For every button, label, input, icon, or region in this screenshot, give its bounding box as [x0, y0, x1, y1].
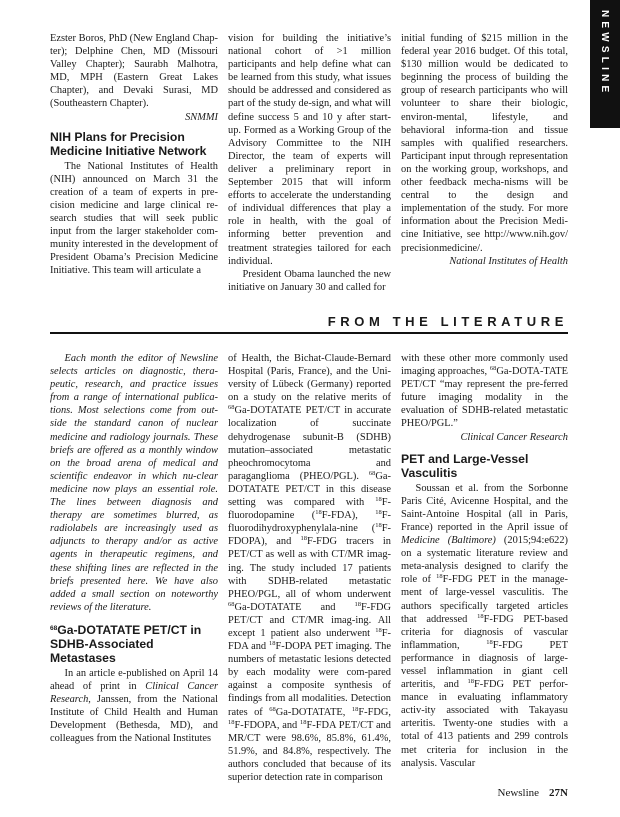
page-number: 27N [549, 787, 568, 799]
snmmi-signature: SNMMI [185, 111, 218, 123]
section-tab-label: NEWSLINE [599, 10, 610, 97]
isotope-sup: 18 [375, 509, 382, 517]
section-divider [50, 332, 568, 334]
text-run: F-fluorodopamine ( [228, 497, 391, 522]
isotope-sup: 18 [300, 718, 307, 726]
text-run: F-FDG PET/CT and CT/MR imag-ing. All except 1 patient also underwent [228, 601, 391, 639]
bottom-column-1 [50, 352, 218, 745]
isotope-sup: 18 [228, 718, 235, 726]
isotope-sup: 18 [375, 626, 382, 634]
isotope-sup: 18 [315, 509, 322, 517]
isotope-sup: 18 [375, 496, 382, 504]
text-run: Ga-DOTATATE and [234, 601, 355, 613]
text-run: , Janssen, from the National Institute of Child Health and Human Development (Bethesda, MD), and colleagues from the National Institutes [50, 694, 218, 745]
isotope-sup: 18 [351, 705, 359, 713]
nih-article-paragraph-3: initial funding of $215 million in the federal year 2016 budget. Of this total, $130 million would be dedicated to beginning the process of building the group of research participants who will volunteer to share their biologic, environ-mental, lifestyle, and behavioral informa-tion and tissue samples with qualified researchers. Participant input through representation on the working group, workshops, and other feedback mecha-nisms will be central to the design and implementation of the study. For more information about the Precision Medi-cine Initiative, see http://www.nih.gov/ precisionmedicine/. [401, 33, 568, 254]
text-run: Ga-DOTATATE PET/CT in this disease setting was compared with [228, 470, 391, 509]
isotope-sup: 68 [489, 365, 497, 373]
text-run: Ga-DOTATATE PET/CT in accurate localization of succinate dehydrogenase subunit-B (SDHB) mutation–associated metastatic pheochromocytoma and paraganglioma (PHEO/PGL). [228, 405, 391, 482]
text-run: Soussan et al. from the Sorbonne Paris Cité, Avicenne Hospital, and the Saint-Antoine Hospital (all in Paris, France) reported in the April issue of [401, 482, 568, 533]
footer-section-label: Newsline [497, 787, 540, 799]
heading-text: Ga-DOTATATE PET/CT in SDHB-Associated Metastases [50, 622, 202, 665]
text-run: F- fluorodihydroxyphenylala-nine ( [228, 510, 391, 535]
dotatate-article-heading [50, 623, 218, 665]
isotope-sup: 18 [268, 640, 276, 648]
text-run: F-FDOPA, and [234, 719, 301, 731]
text-run: F-FDA), [321, 510, 376, 522]
clinical-cancer-research-signature: Clinical Cancer Research [460, 431, 568, 443]
text-run: F-DOPA PET imaging. The numbers of metastatic lesions detected by each modality were com-pared against a composite synthesis of findings from all modalities. Detection rates of [228, 641, 391, 718]
isotope-sup: 18 [467, 678, 474, 686]
dotatate-article-paragraph [50, 667, 218, 746]
dotatate-article-conclusion [401, 352, 568, 431]
text-run: Ga-DOTATATE, [275, 706, 352, 718]
page-footer [498, 787, 569, 799]
text-run: Ga-DOTA-TATE PET/CT “may represent the pre-ferred future imaging modality in the evaluation of SDHB-related metastatic PHEO/PGL.” [401, 366, 568, 430]
from-the-literature-title: FROM THE LITERATURE [327, 314, 568, 329]
heading-isotope-sup: 68 [50, 624, 58, 632]
nih-article-paragraph: The National Institutes of Health (NIH) announced on March 31 the creation of a team of experts in pre-cision medicine and large clinical re-search studies that will seek public input from the larger stakeholder com-munity interested in the development of President Obama’s Precision Medicine Initiative. This team will articulate a [50, 160, 218, 277]
text-run: In an article e-published on April 14 ahead of print in [50, 667, 218, 692]
isotope-sup: 18 [477, 612, 484, 620]
isotope-sup: 18 [436, 573, 443, 581]
text-run: F-FDG PET performance in diagnosis of large-vessel inflammation in giant cell arteritis, and [401, 639, 568, 691]
bottom-column-3 [401, 352, 568, 770]
nih-article-paragraph-continued: vision for building the initiative’s national cohort of >1 million participants and help define what can be learned from this study, what issues should be addressed and considered as part of the study de-sign, and what will define success 5 and 10 y after start-up. Formed as a Working Group of the Advisory Committee to the NIH Director, the team of experts will deliver a preliminary report in September 2015 that will inform efforts to accelerate the understanding of individual differences that play a role in health, with the goal of informing better prevention and treatment strategies tailored for each individual. [228, 33, 391, 267]
nih-article-heading: NIH Plans for Precision Medicine Initiative Network [50, 129, 207, 158]
text-run: F-FDG, [358, 706, 391, 718]
nih-signature: National Institutes of Health [449, 255, 568, 267]
text-run: F-FDG PET-based criteria for diagnosis of vascular inflammation, [401, 613, 568, 651]
text-run: F-FDA and [228, 627, 391, 653]
journal-name: Medicine (Baltimore) [401, 535, 496, 547]
bottom-column-2 [228, 352, 391, 784]
newsline-section-tab [590, 0, 620, 128]
isotope-sup: 18 [354, 600, 361, 608]
isotope-sup: 18 [486, 638, 493, 646]
text-run: F-FDG tracers in PET/CT as well as with CT/MR imag-ing. The study included 17 patients with SDHB-related metastatic PHEO/PGL, all of whom underwent [228, 536, 391, 600]
isotope-sup: 68 [228, 600, 235, 608]
isotope-sup: 68 [368, 469, 376, 477]
top-column-1 [50, 32, 218, 278]
text-run: F-FDG PET in the manage-ment of large-vessel vasculitis. The authors specifically targeted articles that addressed [401, 574, 568, 625]
top-column-2 [228, 32, 391, 294]
literature-intro-paragraph: Each month the editor of Newsline selects articles on diagnostic, thera-peutic, research, and practice issues from a range of international publica-tions. Most selections come from out-side the standard canon of nuclear medicine and radiology journals. These briefs are offered as a monthly window on the broad arena of medical and scientific endeavor in which nu-clear medicine now plays an essential role. The lines between diagnosis and therapy are sometimes blurred, as radiolabels are increasingly used as adjuncts to therapy and/or as active agents in therapeutic regimens, and these shifting lines are reflected in the briefs presented here. We have also added a small section on noteworthy reviews of the literature. [50, 353, 218, 613]
top-column-3 [401, 32, 568, 268]
text-run: F-FDOPA), and [228, 523, 391, 548]
dotatate-article-paragraph-continued [228, 352, 391, 784]
isotope-sup: 68 [228, 404, 235, 412]
vasculitis-article-heading: PET and Large-Vessel Vasculitis [401, 451, 529, 480]
text-run: F-FDG PET perfor-mance in evaluating inflammatory activ-ity associated with Takayasu arteritis. Twenty-one studies with a total of 413 patients and 299 controls met criteria for inclusion in the analysis. Vascular [401, 679, 569, 769]
isotope-sup: 68 [269, 705, 276, 713]
journal-name: Clinical Cancer Research [50, 680, 219, 706]
text-run: F-FDA PET/CT and MR/CT were 98.6%, 85.8%, 61.4%, 51.9%, and 84.8%, respectively. The authors concluded that because of its superior detection rate in comparison [228, 719, 391, 783]
isotope-sup: 18 [375, 522, 382, 530]
vasculitis-article-paragraph [401, 482, 568, 770]
isotope-sup: 18 [300, 535, 307, 543]
nih-article-paragraph-2: President Obama launched the new initiative on January 30 and called for [228, 268, 391, 293]
text-run: (2015;94:e622) on a systematic literature review and meta-analysis designed to clarify the role of [401, 535, 568, 586]
text-run: with these other more commonly used imaging approaches, [401, 353, 568, 378]
text-run: of Health, the Bichat-Claude-Bernard Hospital (Paris, France), and the Uni-versity of Lübeck (Germany) reported on a study on the relative merits of [228, 353, 391, 404]
chapter-list-continuation: Ezster Boros, PhD (New England Chap-ter); Delphine Chen, MD (Missouri Valley Chapter); Saurabh Malhotra, MD, MPH (Eastern Great Lakes Chapter), and Devaki Surasi, MD (Southeastern Chapter). [50, 33, 218, 110]
